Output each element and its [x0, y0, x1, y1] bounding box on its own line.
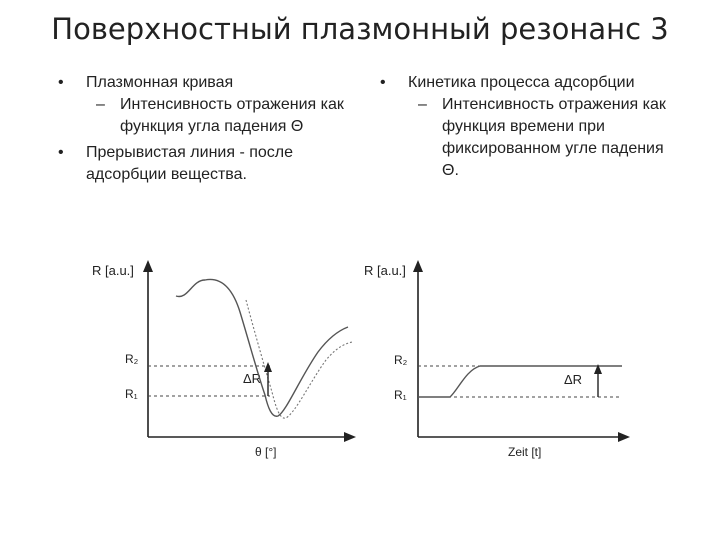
bullet-dot: •: [58, 74, 64, 91]
right-delta-r-label: ΔR: [564, 372, 583, 387]
left-y-axis-arrowhead: [143, 260, 153, 272]
left-y-axis-label: R [a.u.]: [92, 263, 134, 278]
right-y-axis-label: R [a.u.]: [364, 263, 406, 278]
bullet-dot: •: [380, 74, 386, 91]
plasmon-curve-dashed: [246, 300, 352, 418]
left-bullet-1-text: Плазмонная кривая: [86, 74, 234, 91]
sub-dash: –: [418, 96, 427, 113]
left-x-axis-label: θ [°]: [255, 445, 277, 459]
left-bullet-2-text: Прерывистая линия - после адсорбции вещества.: [86, 144, 294, 183]
right-bullet-1-text: Кинетика процесса адсорбции: [408, 74, 635, 91]
left-sub-1-text: Интенсивность отражения как функция угла падения Θ: [120, 96, 344, 135]
left-x-axis-arrowhead: [344, 432, 356, 442]
left-r2-label: R₂: [125, 352, 139, 366]
right-r1-label: R₁: [394, 388, 407, 402]
right-y-axis-arrowhead: [413, 260, 423, 272]
right-x-axis-arrowhead: [618, 432, 630, 442]
bullet-dot: •: [58, 144, 64, 161]
sub-dash: –: [96, 96, 105, 113]
left-delta-r-label: ΔR: [243, 371, 262, 386]
kinetics-curve: [418, 366, 622, 397]
right-x-axis-label: Zeit [t]: [508, 445, 542, 459]
left-r1-label: R₁: [125, 387, 138, 401]
slide-title: Поверхностный плазмонный резонанс 3: [51, 12, 669, 46]
right-sub-1-text: Интенсивность отражения как функция времени при фиксированном угле падения Θ.: [442, 96, 666, 179]
right-r2-label: R₂: [394, 353, 408, 367]
